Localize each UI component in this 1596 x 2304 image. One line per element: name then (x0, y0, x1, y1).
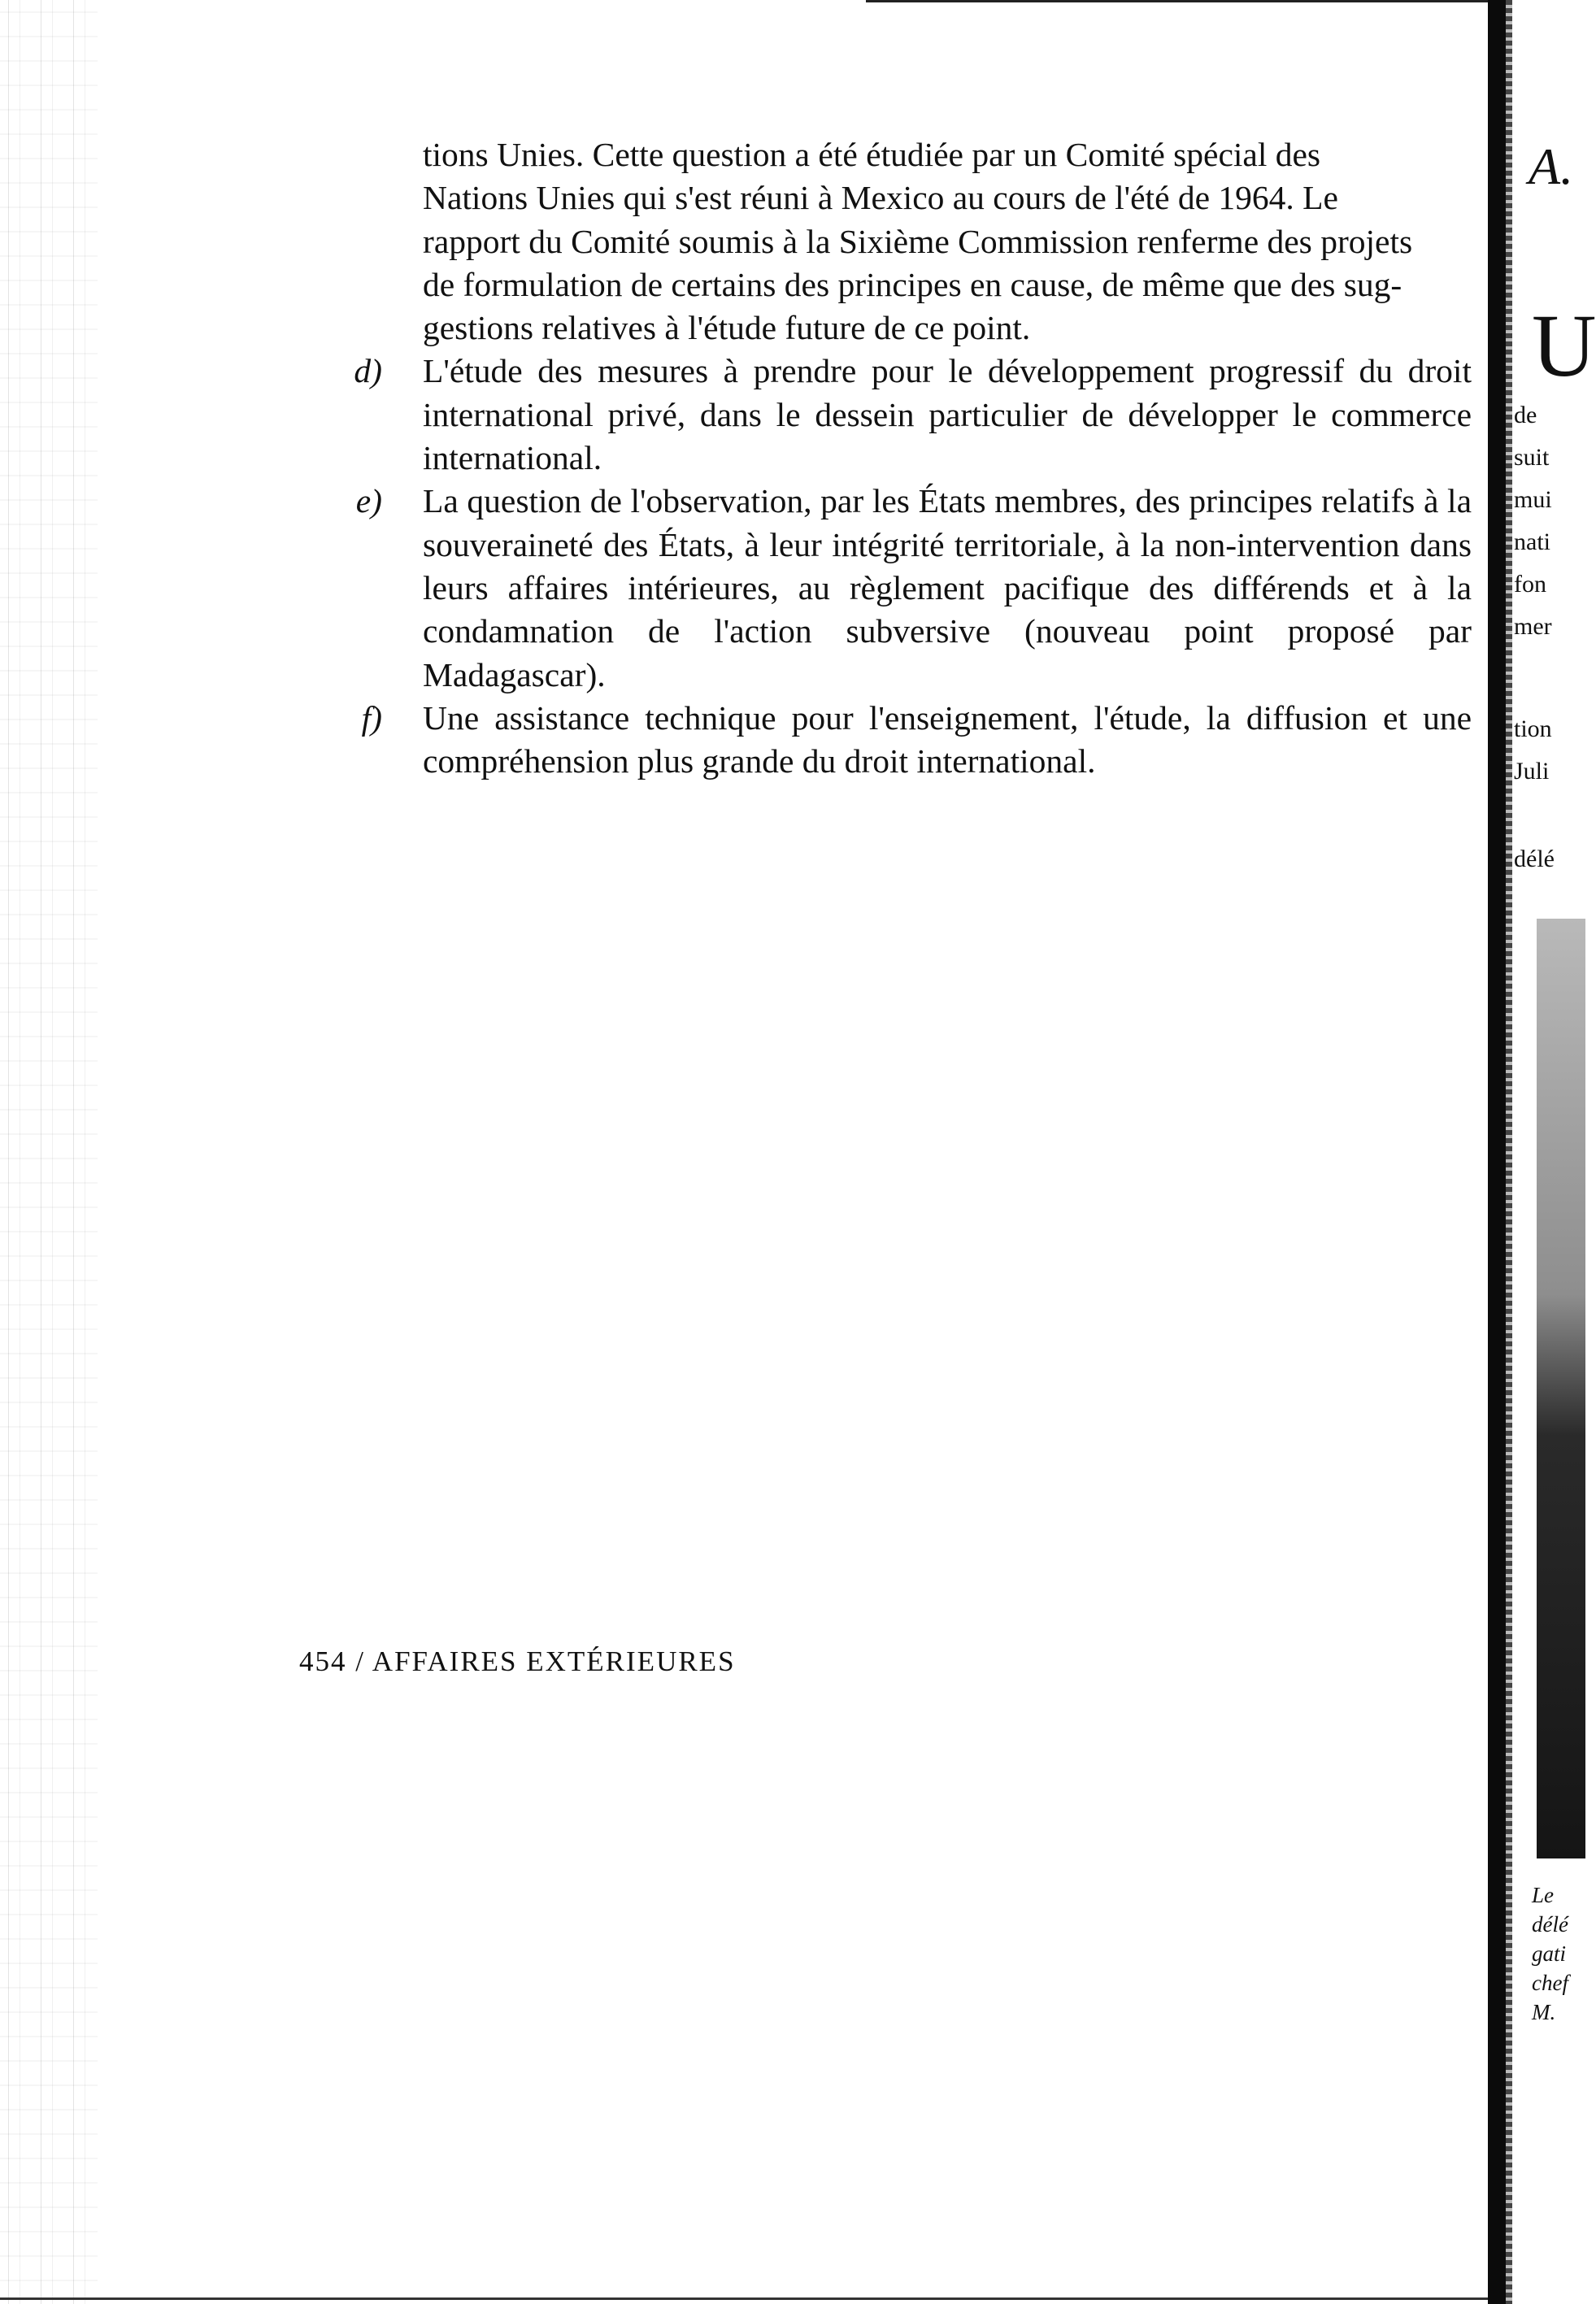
book-spine (1488, 0, 1506, 2304)
intro-line-3: rapport du Comité soumis à la Sixième Commission renferme des projets (423, 222, 1413, 260)
page-footer: 454 / AFFAIRES EXTÉRIEURES (299, 1645, 736, 1677)
list-marker: e) (355, 482, 382, 520)
adjacent-page-caption-line: Le (1532, 1883, 1554, 1907)
adjacent-page-line: fon (1514, 571, 1546, 598)
scan-gutter (0, 0, 98, 2304)
body-text (354, 133, 1472, 783)
adjacent-page-line: délé (1514, 846, 1555, 872)
intro-line-5: gestions relatives à l'étude future de ce point. (423, 309, 1031, 347)
list-item-text: La question de l'observation, par les États membres, des principes relatifs à la souveraineté des États, à leur intégrité territoriale, à la non-intervention dans leurs affaires intérieures, au règlement pacifique des différends et à la condamnation de l'action subversive (nouveau point proposé par Madagascar). (423, 482, 1472, 693)
adjacent-page-caption-line: délé (1532, 1912, 1568, 1937)
adjacent-page-line: mer (1514, 613, 1552, 640)
list-marker: f) (361, 698, 382, 737)
list-item-text: Une assistance technique pour l'enseignement, l'étude, la diffusion et une compréhension plus grande du droit international. (423, 698, 1472, 780)
list-item-e (355, 480, 1472, 696)
spine-edge (1506, 0, 1512, 2304)
list-marker: d) (354, 352, 382, 390)
list-item-d (354, 350, 1472, 480)
adjacent-page-dropcap: U (1532, 296, 1596, 395)
intro-line-2: Nations Unies qui s'est réuni à Mexico au cours de l'été de 1964. Le (423, 179, 1338, 217)
list-item-text: L'étude des mesures à prendre pour le développement progressif du droit international privé, dans le dessein particulier de développer le commerce international. (423, 352, 1472, 477)
adjacent-page-caption-line: chef (1532, 1971, 1568, 1995)
adjacent-page-heading: A. (1529, 137, 1574, 195)
adjacent-page-caption-line: gati (1532, 1941, 1567, 1966)
intro-line-4: de formulation de certains des principes en cause, de même que des sug- (423, 265, 1402, 303)
adjacent-page-line: de (1514, 402, 1537, 428)
intro-line-1: tions Unies. Cette question a été étudiée par un Comité spécial des (423, 136, 1321, 173)
top-rule (866, 0, 1516, 2)
adjacent-page (1512, 0, 1596, 2304)
list-item-f (361, 697, 1472, 784)
adjacent-page-line: mui (1514, 486, 1552, 513)
adjacent-page-line: tion (1514, 715, 1552, 742)
adjacent-page-line: suit (1514, 444, 1550, 471)
adjacent-page-photo (1537, 919, 1585, 1858)
adjacent-page-line: Juli (1514, 758, 1550, 785)
bottom-rule (0, 2297, 1488, 2300)
intro-paragraph (423, 133, 1472, 350)
adjacent-page-line: nati (1514, 528, 1550, 555)
adjacent-page-caption-line: M. (1532, 2000, 1556, 2024)
